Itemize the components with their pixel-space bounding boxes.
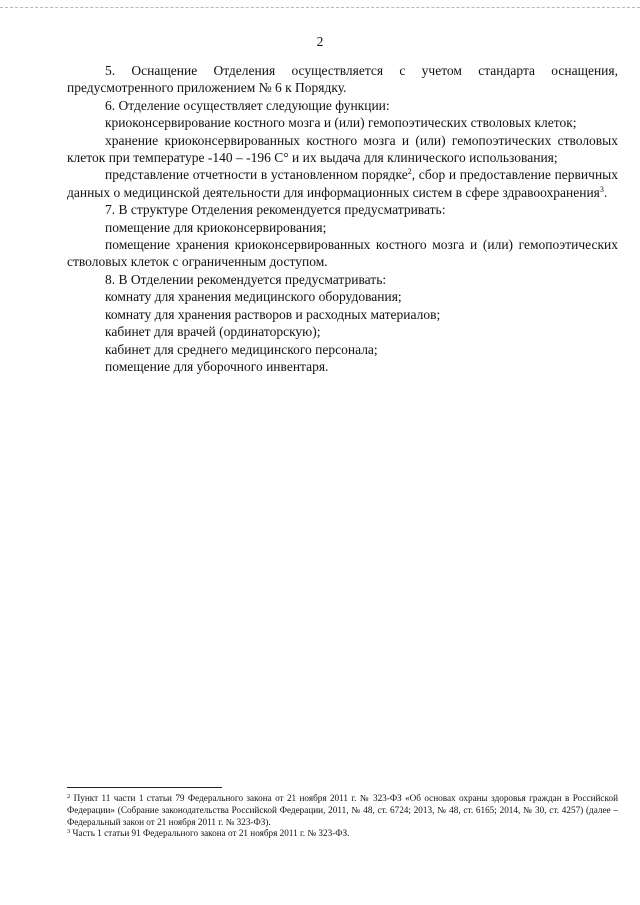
page-number: 2 (316, 34, 324, 49)
footnote-mark: 2 (67, 793, 71, 800)
room-item: помещение для уборочного инвентаря. (105, 358, 329, 374)
room-item: комнату для хранения растворов и расходных материалов; (105, 306, 441, 322)
function-item: хранение криоконсервированных костного мозга и (или) гемопоэтических стволовых клеток при температуре -140 – -196 С° и их выдача для клинического использования; (67, 132, 618, 166)
document-body (67, 62, 618, 375)
footnote-ref: 3 (599, 184, 604, 194)
paragraph-8: 8. В Отделении рекомендуется предусматривать: (105, 271, 387, 287)
paragraph-6: 6. Отделение осуществляет следующие функции: (105, 97, 390, 113)
footnote-mark: 3 (67, 828, 71, 836)
scan-top-edge (0, 7, 640, 8)
footnote-ref: 2 (407, 167, 412, 177)
room-item: комнату для хранения медицинского оборудования; (105, 289, 402, 305)
room-item: кабинет для среднего медицинского персонала; (105, 341, 378, 357)
structure-item: помещение для криоконсервирования; (105, 219, 327, 235)
function-item: представление отчетности в установленном порядке$^2$, сбор и предоставление первичных данных о медицинской деятельности для информационных систем в сфере здравоохранения$^3$. (67, 167, 618, 200)
footnotes (67, 793, 618, 840)
footnote-divider (67, 787, 222, 788)
function-item: криоконсервирование костного мозга и (или) гемопоэтических стволовых клеток; (105, 115, 577, 131)
room-item: кабинет для врачей (ординаторскую); (105, 324, 321, 340)
paragraph-5: 5. Оснащение Отделения осуществляется с учетом стандарта оснащения, предусмотренного приложением № 6 к Порядку. (67, 63, 618, 96)
paragraph-7: 7. В структуре Отделения рекомендуется предусматривать: (105, 202, 446, 218)
structure-item: помещение хранения криоконсервированных костного мозга и (или) гемопоэтических стволовых клеток с ограниченным доступом. (67, 237, 618, 270)
footnote-3: $^3$ Часть 1 статьи 91 Федерального закона от 21 ноября 2011 г. № 323-ФЗ. (67, 828, 350, 839)
footnote-2: $^2$ Пункт 11 части 1 статьи 79 Федерального закона от 21 ноября 2011 г. № 323-ФЗ «Об основах охраны здоровья граждан в Российской Федерации» (Собрание законодательства Российской Федерации, 2011, № 48, ст. 6724; 2013, № 48, ст. 6165; 2014, № 30, ст. 4257) (далее – Федеральный закон от 21 ноября 2011 г. № 323-ФЗ). (67, 793, 618, 827)
